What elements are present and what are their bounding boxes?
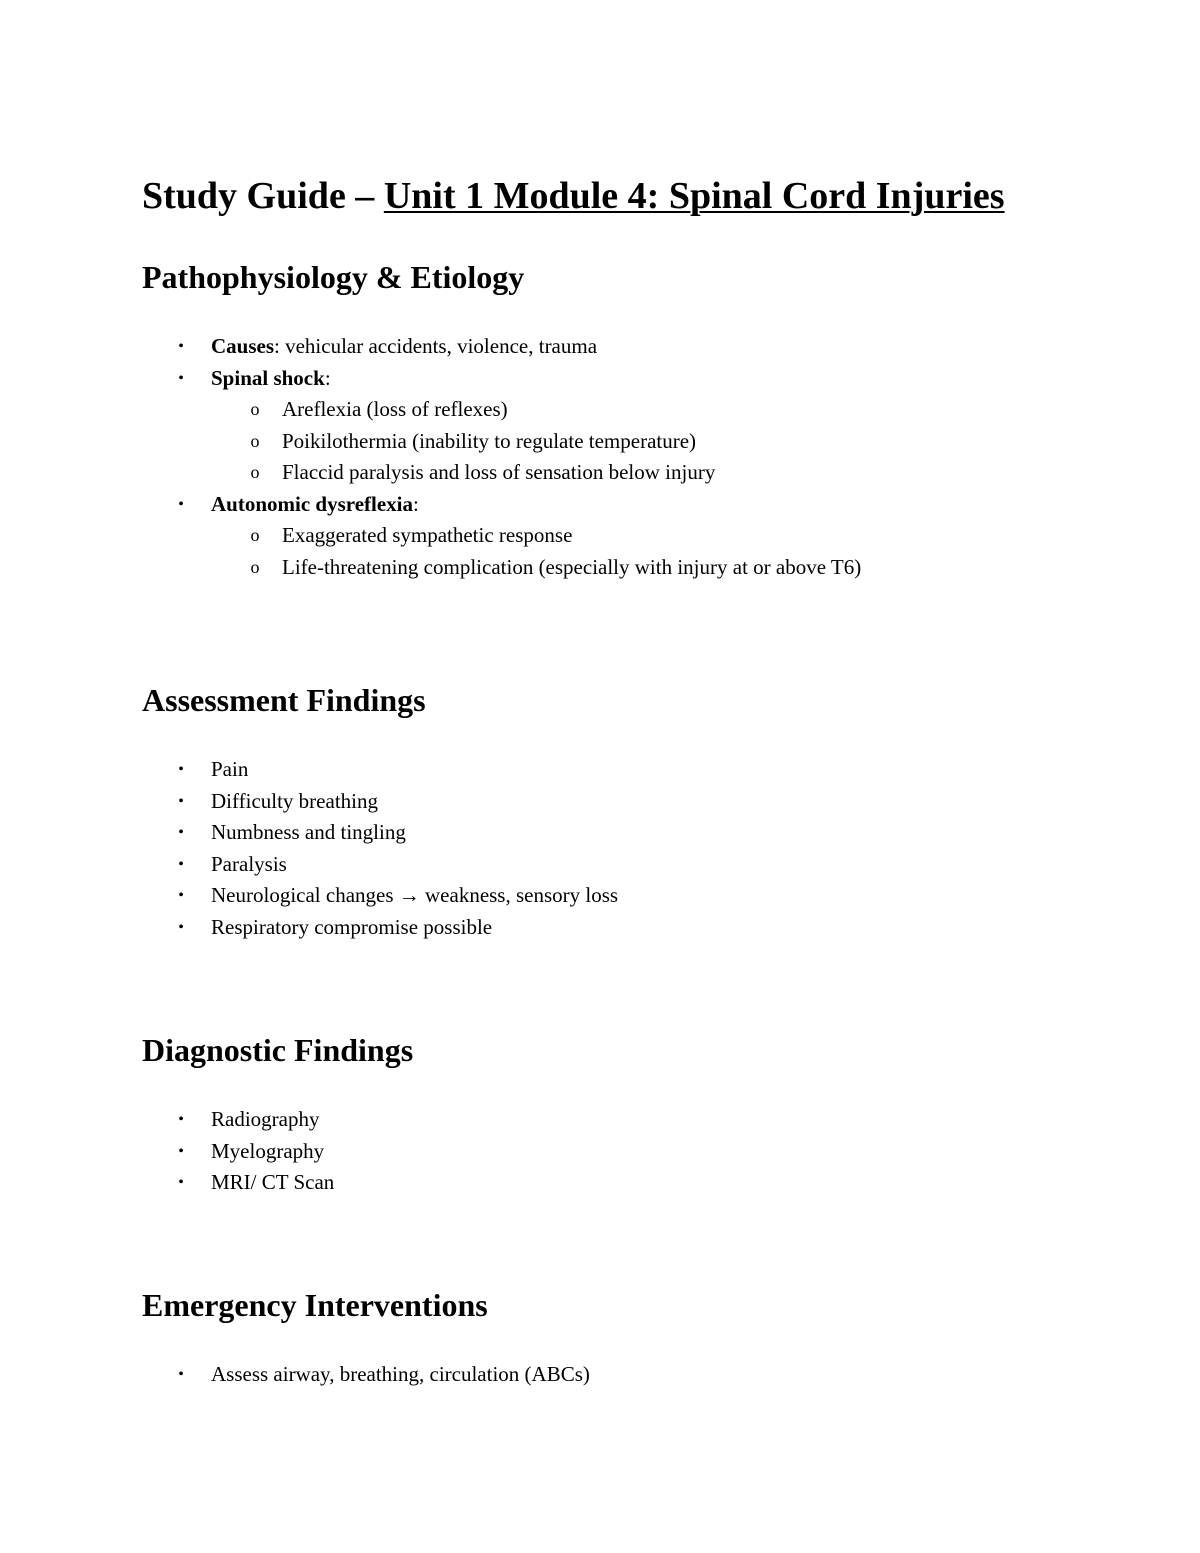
- section-heading-assessment: Assessment Findings: [142, 682, 426, 718]
- bullet-icon: •: [178, 887, 184, 904]
- circle-bullet-icon: o: [250, 430, 260, 451]
- circle-bullet-icon: o: [250, 525, 260, 545]
- item-text: Exaggerated sympathetic response: [282, 523, 573, 547]
- bullet-icon: •: [178, 855, 184, 873]
- bullet-icon: •: [178, 1174, 184, 1191]
- bullet-icon: •: [178, 761, 184, 778]
- page-title: [142, 172, 1005, 220]
- title-prefix: Study Guide –: [142, 175, 384, 217]
- bullet-icon: •: [178, 824, 184, 841]
- item-text: Neurological changes → weakness, sensory loss: [211, 883, 619, 907]
- section-heading-diagnostic: Diagnostic Findings: [142, 1032, 414, 1068]
- bullet-icon: •: [178, 495, 184, 513]
- item-text: Poikilothermia (inability to regulate temperature): [282, 428, 697, 453]
- item-text: :: [324, 365, 331, 390]
- section-heading-pathophysiology: Pathophysiology & Etiology: [142, 259, 525, 295]
- item-text: Assess airway, breathing, circulation (ABCs): [211, 1362, 590, 1386]
- circle-bullet-icon: o: [250, 462, 260, 482]
- bullet-icon: •: [178, 338, 184, 355]
- item-text: Numbness and tingling: [211, 820, 406, 844]
- item-text: Respiratory compromise possible: [211, 914, 493, 939]
- circle-bullet-icon: o: [250, 399, 260, 419]
- item-text: Radiography: [211, 1107, 320, 1131]
- term-spinal-shock: Spinal shock: [211, 365, 325, 390]
- item-text: Difficulty breathing: [211, 788, 378, 813]
- item-text: :: [413, 491, 419, 516]
- item-text: MRI/ CT Scan: [211, 1170, 335, 1194]
- bullet-icon: •: [178, 369, 184, 387]
- title-main: Unit 1 Module 4: Spinal Cord Injuries: [383, 175, 1005, 217]
- circle-bullet-icon: o: [250, 556, 260, 577]
- item-text: Paralysis: [211, 851, 287, 876]
- item-text: Flaccid paralysis and loss of sensation below injury: [282, 460, 716, 484]
- bullet-icon: •: [178, 1142, 184, 1160]
- bullet-icon: •: [178, 792, 184, 810]
- term-causes: Causes: [211, 334, 275, 358]
- bullet-icon: •: [178, 1111, 184, 1128]
- bullet-icon: •: [178, 918, 184, 936]
- item-text: Life-threatening complication (especially with injury at or above T6): [282, 554, 862, 579]
- bullet-icon: •: [178, 1366, 184, 1383]
- item-text: Areflexia (loss of reflexes): [282, 397, 508, 421]
- section-heading-emergency: Emergency Interventions: [142, 1287, 488, 1323]
- item-text: Myelography: [211, 1138, 325, 1163]
- item-text: : vehicular accidents, violence, trauma: [274, 334, 598, 358]
- term-autonomic-dysreflexia: Autonomic dysreflexia: [211, 491, 414, 516]
- item-text: Pain: [211, 757, 249, 781]
